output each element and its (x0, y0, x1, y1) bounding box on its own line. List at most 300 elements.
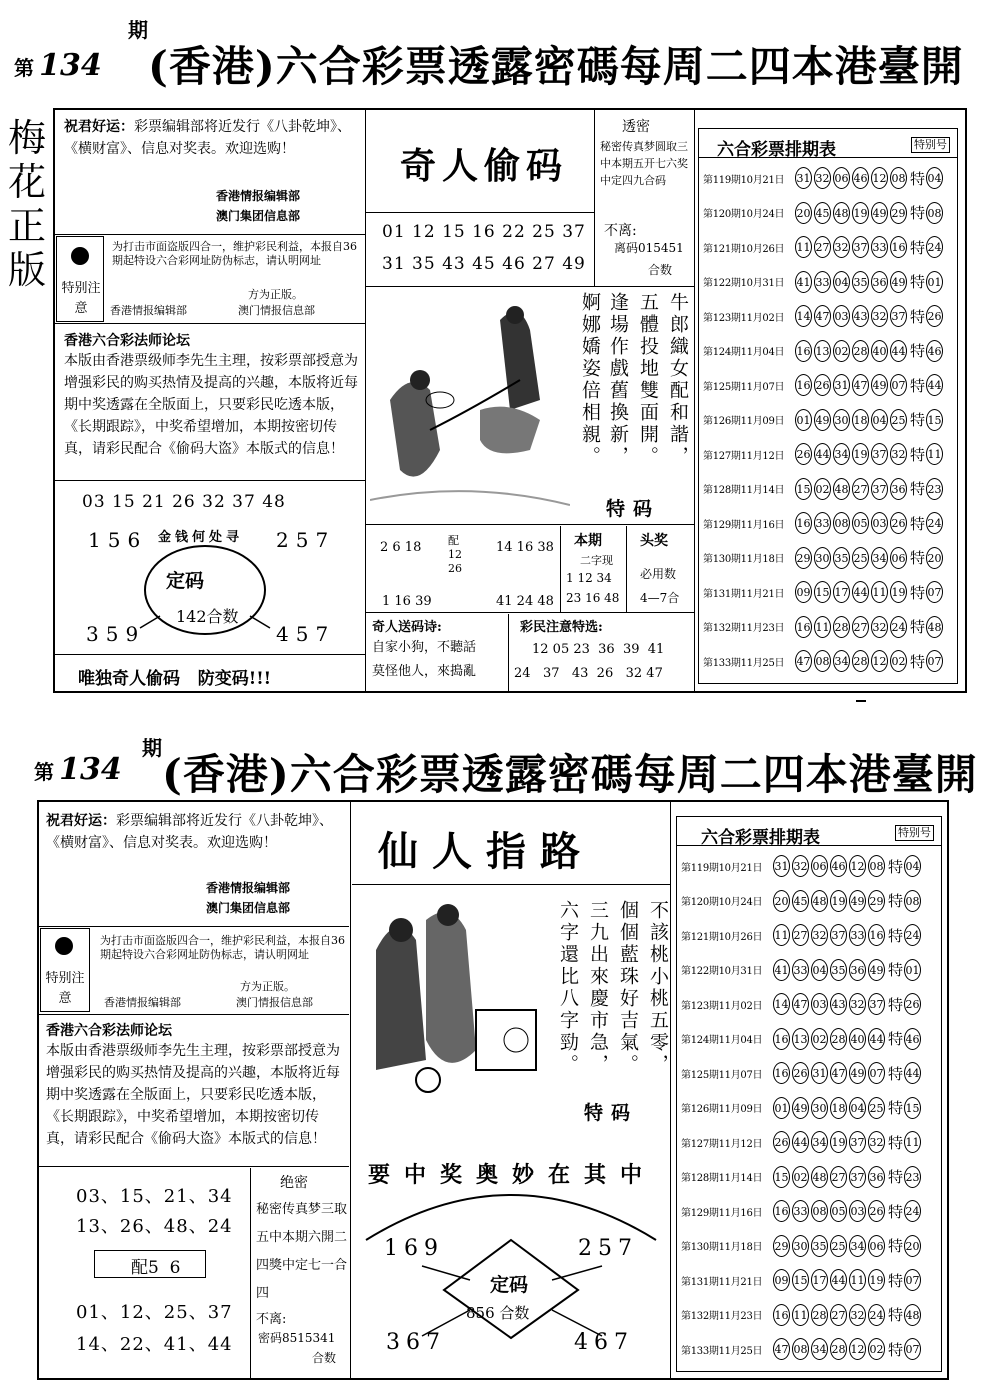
number-ball: 19 (890, 581, 907, 603)
heshu: 142合数 (176, 607, 239, 626)
nums-l2: 13、26、48、24 (76, 1216, 233, 1237)
benqi-sub: 二字现 (580, 554, 613, 567)
slogan: 唯独奇人偷码 防变码!!! (78, 669, 272, 689)
number-ball: 32 (811, 924, 828, 946)
number-ball: 49 (849, 1062, 866, 1084)
row-label: 第122期10月31日 (703, 278, 785, 289)
tou-title: 透密 (622, 119, 650, 135)
number-ball: 36 (871, 271, 888, 293)
special-ball: 26 (904, 993, 921, 1015)
issue-prefix: 第 (14, 56, 34, 80)
top-greeting (64, 116, 356, 160)
number-ball: 49 (890, 271, 907, 293)
number-ball: 28 (852, 650, 869, 672)
number-ball: 37 (849, 1131, 866, 1153)
number-ball: 08 (792, 1338, 809, 1360)
number-ball: 46 (830, 855, 847, 877)
corner-tl-2: 169 (384, 1236, 444, 1261)
te-label: 特 (888, 1340, 904, 1359)
dingma-label-2: 定码 (490, 1274, 529, 1296)
number-ball: 11 (795, 236, 812, 258)
special-ball: 20 (926, 547, 943, 569)
te-label: 特 (910, 204, 926, 222)
number-ball: 26 (792, 1062, 809, 1084)
number-ball: 49 (871, 202, 888, 224)
special-ball: 01 (904, 959, 921, 981)
number-ball: 47 (773, 1338, 790, 1360)
row-label: 第127期11月12日 (703, 450, 785, 462)
number-ball: 35 (852, 271, 869, 293)
schedule-row (703, 405, 945, 435)
row-label: 第119期10月21日 (681, 862, 763, 874)
number-ball: 31 (833, 374, 850, 396)
row-label: 第131期11月21日 (681, 1276, 763, 1288)
number-ball: 14 (773, 993, 790, 1015)
forum-text: 本版由香港票级师李先生主理，按彩票部授意为增强彩民的购买热情及提高的兴趣，本版将近每期中奖透露在全版面上，只要彩民吃透本版，《长期跟踪》，中奖希望增加，本期按密切传真，请彩民配合《偷码大盗》本版式的信息！ (64, 353, 358, 457)
number-ball: 17 (811, 1269, 828, 1291)
org-1: 香港情报编辑部 (216, 189, 301, 203)
number-ball: 34 (849, 1235, 866, 1257)
number-ball: 28 (852, 340, 869, 362)
number-ball: 34 (811, 1338, 828, 1360)
special-ball: 15 (904, 1097, 921, 1119)
te-label: 特 (888, 1133, 904, 1152)
row-label: 第119期10月21日 (703, 174, 785, 186)
number-ball: 25 (890, 409, 907, 431)
row-label: 第131期11月21日 (703, 588, 785, 600)
special-ball: 11 (904, 1131, 921, 1153)
te-label: 特 (910, 618, 926, 636)
number-ball: 03 (849, 1200, 866, 1222)
notice-org-1-b: 香港情报编辑部 (104, 996, 181, 1009)
number-ball: 36 (868, 1166, 885, 1188)
benqi-l1: 1 12 34 (566, 571, 612, 585)
heshu-2: 856 合数 (466, 1304, 530, 1322)
special-ball: 24 (904, 1200, 921, 1222)
schedule-row (681, 1231, 923, 1261)
tema-label-2: 特码 (584, 1102, 639, 1124)
special-ball: 24 (926, 512, 943, 534)
schedule-row (703, 336, 945, 366)
notice-text: 为打击市面盗版四合一，维护彩民利益，本报自36期起特设六合彩网址防伪标志，请认明网址 (112, 240, 357, 267)
te-label: 特 (910, 411, 926, 429)
number-ball: 28 (830, 1338, 847, 1360)
poem2-l1: 自家小狗，不聽話 (372, 640, 477, 655)
number-ball: 14 (795, 305, 812, 327)
special-ball: 24 (926, 236, 943, 258)
poem-line-3: 逢場作戲舊換新， (607, 292, 629, 468)
jm-title: 绝密 (280, 1175, 308, 1191)
corner-tl: 156 (88, 528, 148, 552)
number-ball: 37 (871, 478, 888, 500)
number-ball: 03 (811, 993, 828, 1015)
number-ball: 26 (814, 374, 831, 396)
number-ball: 33 (792, 959, 809, 981)
number-ball: 32 (849, 993, 866, 1015)
number-ball: 36 (890, 478, 907, 500)
number-ball: 27 (852, 478, 869, 500)
special-ball: 46 (904, 1028, 921, 1050)
top-headline: (香港)六合彩票透露密碼每周二四本港臺開 (148, 42, 964, 91)
issue-suffix-2: 期 (142, 736, 162, 760)
number-ball: 27 (814, 236, 831, 258)
number-ball: 04 (871, 409, 888, 431)
te-label: 特 (888, 1030, 904, 1048)
row-label: 第130期11月18日 (703, 554, 785, 565)
top-schedule (698, 128, 958, 684)
number-ball: 16 (795, 512, 812, 534)
number-ball: 16 (773, 1304, 790, 1326)
number-ball: 32 (890, 443, 907, 465)
number-ball: 16 (795, 374, 812, 396)
number-ball: 30 (814, 547, 831, 569)
number-ball: 26 (868, 1200, 885, 1222)
forum-text-2: 本版由香港票级师李先生主理，按彩票部授意为增强彩民的购买热情及提高的兴趣，本版将近每期中奖透露在全版面上，只要彩民吃透本版，《长期跟踪》，中奖希望增加，本期按密切传真，请彩民配合《偷码大盗》本版式的信息！ (46, 1043, 340, 1147)
row-label: 第120期10月24日 (681, 897, 763, 908)
number-ball: 12 (871, 167, 888, 189)
number-ball: 13 (814, 340, 831, 362)
number-ball: 43 (830, 993, 847, 1015)
schedule-row (681, 1334, 923, 1364)
number-ball: 49 (871, 374, 888, 396)
tou-text: 秘密传真梦圆取三中本期五开七六奖中定四九合码 (600, 140, 688, 187)
org-1-b: 香港情报编辑部 (206, 881, 291, 895)
schedule-row (703, 612, 945, 642)
te-label: 特 (910, 514, 926, 533)
number-ball: 48 (833, 478, 850, 500)
number-ball: 33 (792, 1200, 809, 1222)
number-ball: 05 (852, 512, 869, 534)
number-ball: 02 (792, 1166, 809, 1188)
te-label: 特 (888, 995, 904, 1014)
te-label: 特 (910, 307, 926, 326)
number-ball: 07 (868, 1062, 885, 1084)
number-ball: 32 (871, 616, 888, 638)
number-ball: 26 (795, 443, 812, 465)
number-ball: 19 (830, 1131, 847, 1153)
number-ball: 34 (833, 443, 850, 465)
row-label: 第125期11月07日 (681, 1069, 763, 1081)
number-ball: 49 (868, 959, 885, 981)
issue-prefix-2: 第 (34, 760, 54, 784)
schedule-row (681, 1300, 923, 1330)
row-label: 第129期11月16日 (681, 1207, 763, 1219)
number-ball: 27 (830, 1304, 847, 1326)
number-ball: 30 (792, 1235, 809, 1257)
nums-l3: 01、12、25、37 (76, 1302, 233, 1323)
number-ball: 34 (871, 547, 888, 569)
number-ball: 47 (814, 305, 831, 327)
number-ball: 04 (833, 271, 850, 293)
pei-box (94, 1250, 206, 1278)
arc-text: 要中奖奥妙在其中 (368, 1162, 657, 1188)
special-ball: 07 (926, 581, 943, 603)
number-ball: 32 (868, 1131, 885, 1153)
number-ball: 20 (773, 890, 790, 912)
dingma-label: 定码 (166, 570, 205, 592)
number-ball: 04 (849, 1097, 866, 1119)
number-ball: 41 (773, 959, 790, 981)
schedule-row (681, 989, 923, 1019)
schedule-row (681, 1127, 923, 1157)
numbers-row-2: 31 35 43 45 46 27 49 (382, 254, 586, 274)
schedule-row (681, 920, 923, 950)
number-ball: 16 (795, 616, 812, 638)
number-ball: 34 (833, 650, 850, 672)
schedule-row (703, 543, 945, 573)
benqi-l2: 23 16 48 (566, 591, 620, 605)
pei-right-bot: 41 24 48 (496, 594, 554, 609)
number-ball: 11 (773, 924, 790, 946)
number-ball: 16 (773, 1028, 790, 1050)
schedule-row (703, 439, 945, 469)
greeting-label-2: 祝君好运： (46, 813, 116, 829)
poem-b-2: 個個藍珠好吉氣。 (617, 900, 639, 1076)
jm-text: 秘密传真梦三取五中本期六開二四獎中定七一合四 (256, 1202, 348, 1301)
number-ball: 47 (852, 374, 869, 396)
notice-org-2-b: 澳门情报信息部 (236, 996, 313, 1009)
corner-tr-2: 257 (578, 1236, 638, 1261)
special-ball: 04 (926, 167, 943, 189)
row-label: 第123期11月02日 (703, 312, 785, 324)
drop-logo-icon-2 (55, 937, 73, 955)
te-label: 特 (910, 480, 926, 498)
te-label: 特 (888, 892, 904, 910)
number-ball: 28 (833, 616, 850, 638)
corner-br-2: 467 (574, 1330, 634, 1355)
number-ball: 02 (890, 650, 907, 672)
nums-l4: 14、22、41、44 (76, 1334, 233, 1355)
special-ball: 15 (926, 409, 943, 431)
special-ball: 44 (926, 374, 943, 396)
number-ball: 45 (814, 202, 831, 224)
row-label: 第124期11月04日 (703, 347, 785, 358)
number-ball: 49 (814, 409, 831, 431)
number-ball: 44 (792, 1131, 809, 1153)
row-label: 第132期11月23日 (681, 1311, 763, 1322)
te-label: 特 (888, 1271, 904, 1290)
row-label: 第133期11月25日 (703, 657, 785, 669)
bottom-greeting (46, 810, 338, 854)
row-label: 第123期11月02日 (681, 1000, 763, 1012)
schedule-row (681, 1196, 923, 1226)
corner-bl-2: 367 (386, 1330, 446, 1355)
schedule-row (703, 301, 945, 331)
number-ball: 37 (868, 993, 885, 1015)
pei: 配5 6 (131, 1258, 181, 1278)
number-ball: 05 (830, 1200, 847, 1222)
number-ball: 11 (814, 616, 831, 638)
special-ball: 26 (926, 305, 943, 327)
number-ball: 11 (792, 1304, 809, 1326)
number-ball: 25 (852, 547, 869, 569)
number-ball: 35 (830, 959, 847, 981)
number-ball: 01 (773, 1097, 790, 1119)
heshu-label-2: 合数 (312, 1351, 337, 1365)
number-ball: 04 (811, 959, 828, 981)
number-ball: 12 (871, 650, 888, 672)
special-ball: 07 (926, 650, 943, 672)
number-ball: 08 (814, 650, 831, 672)
row-label: 第125期11月07日 (703, 381, 785, 393)
greeting-text-2: 彩票编辑部将近发行《八卦乾坤》、《横财富》、信息对奖表。欢迎选购！ (46, 813, 333, 851)
panel-title: 奇人偷码 (400, 145, 569, 187)
number-ball: 32 (871, 305, 888, 327)
number-ball: 35 (833, 547, 850, 569)
te-label: 特 (910, 342, 926, 360)
row-label: 第127期11月12日 (681, 1138, 763, 1150)
row-label: 第128期11月14日 (681, 1173, 763, 1184)
number-ball: 47 (792, 993, 809, 1015)
number-ball: 28 (811, 1304, 828, 1326)
number-ball: 32 (833, 236, 850, 258)
number-ball: 08 (811, 1200, 828, 1222)
number-ball: 31 (773, 855, 790, 877)
te-label: 特 (910, 583, 926, 602)
number-ball: 18 (830, 1097, 847, 1119)
row-label: 第126期11月09日 (681, 1104, 763, 1115)
notice-label-2: 特别注意 (45, 971, 85, 1006)
warriors-illustration (370, 290, 570, 520)
drop-logo-icon (71, 247, 89, 265)
row-label: 第122期10月31日 (681, 966, 763, 977)
number-ball: 48 (811, 1166, 828, 1188)
poem-line-2: 五體投地雙面開。 (637, 292, 659, 468)
notice-org-1: 香港情报编辑部 (110, 304, 187, 317)
number-ball: 15 (795, 478, 812, 500)
number-ball: 44 (830, 1269, 847, 1291)
numbers-row-1: 01 12 15 16 22 25 37 (382, 222, 586, 242)
heshu-label: 合数 (648, 263, 673, 277)
number-ball: 26 (890, 512, 907, 534)
buli-2: 不离: (256, 1312, 287, 1327)
mima: 密码8515341 (258, 1331, 336, 1345)
special-l2: 24 37 43 26 32 47 (514, 666, 663, 681)
number-ball: 27 (852, 616, 869, 638)
row-label: 第128期11月14日 (703, 485, 785, 496)
special-tag: 特别号 (911, 137, 950, 153)
top-number-line: 03 15 21 26 32 37 48 (82, 492, 286, 512)
schedule-row (681, 1093, 923, 1123)
special-ball: 07 (904, 1269, 921, 1291)
special-title: 彩民注意特选: (520, 620, 603, 635)
row-label: 第129期11月16日 (703, 519, 785, 531)
number-ball: 19 (868, 1269, 885, 1291)
bottom-schedule (676, 816, 942, 1372)
number-ball: 37 (871, 443, 888, 465)
special-ball: 46 (926, 340, 943, 362)
number-ball: 09 (795, 581, 812, 603)
te-label: 特 (910, 376, 926, 395)
number-ball: 46 (852, 167, 869, 189)
number-ball: 30 (811, 1097, 828, 1119)
number-ball: 06 (890, 547, 907, 569)
number-ball: 31 (795, 167, 812, 189)
number-ball: 33 (814, 271, 831, 293)
row-label: 第120期10月24日 (703, 209, 785, 220)
number-ball: 16 (795, 340, 812, 362)
schedule-row (703, 508, 945, 538)
special-ball: 23 (926, 478, 943, 500)
number-ball: 16 (773, 1200, 790, 1222)
number-ball: 48 (811, 890, 828, 912)
panel-title-2: 仙人指路 (378, 828, 594, 875)
nums-l1: 03、15、21、34 (76, 1186, 233, 1207)
number-ball: 44 (868, 1028, 885, 1050)
special-ball: 04 (904, 855, 921, 877)
te-label: 特 (910, 238, 926, 257)
schedule-row (703, 232, 945, 262)
number-ball: 32 (792, 855, 809, 877)
benqi-title: 本期 (574, 533, 602, 549)
notice-org-2: 澳门情报信息部 (238, 304, 315, 317)
lima: 离码015451 (614, 241, 684, 255)
number-ball: 44 (890, 340, 907, 362)
schedule-row (703, 646, 945, 676)
notice-label: 特别注意 (61, 281, 101, 316)
row-label: 第124期11月04日 (681, 1035, 763, 1046)
number-ball: 33 (814, 512, 831, 534)
ring-text: 金钱何处寻 (158, 530, 244, 545)
number-ball: 24 (868, 1304, 885, 1326)
special-tag-2: 特别号 (895, 825, 934, 841)
org-2-b: 澳门集团信息部 (206, 901, 291, 915)
poem2-l2: 莫怪他人，來搗亂 (372, 664, 477, 679)
te-label: 特 (888, 1237, 904, 1255)
pei-right-top: 14 16 38 (496, 540, 554, 555)
special-ball: 44 (904, 1062, 921, 1084)
corner-bl: 359 (86, 622, 146, 646)
te-label: 特 (888, 961, 904, 979)
poem2-title: 奇人送码诗: (372, 620, 442, 635)
number-ball: 41 (795, 271, 812, 293)
number-ball: 11 (849, 1269, 866, 1291)
schedule-row (681, 955, 923, 985)
special-ball: 11 (926, 443, 943, 465)
schedule-row (681, 1024, 923, 1054)
row-label: 第126期11月09日 (703, 416, 785, 427)
number-ball: 33 (871, 236, 888, 258)
row-label: 第121期10月26日 (681, 931, 763, 943)
te-label: 特 (888, 1202, 904, 1221)
number-ball: 15 (773, 1166, 790, 1188)
number-ball: 32 (814, 167, 831, 189)
number-ball: 35 (811, 1235, 828, 1257)
special-l1: 12 05 23 36 39 41 (532, 642, 665, 657)
number-ball: 45 (792, 890, 809, 912)
number-ball: 12 (849, 1338, 866, 1360)
notice-tail-2: 方为正版。 (240, 980, 295, 993)
te-label: 特 (910, 273, 926, 291)
number-ball: 06 (868, 1235, 885, 1257)
te-label: 特 (888, 1099, 904, 1117)
special-ball: 07 (904, 1338, 921, 1360)
schedule-row (681, 1162, 923, 1192)
number-ball: 15 (792, 1269, 809, 1291)
special-ball: 23 (904, 1166, 921, 1188)
number-ball: 12 (849, 855, 866, 877)
corner-tr: 257 (276, 528, 336, 552)
number-ball: 07 (890, 374, 907, 396)
number-ball: 25 (868, 1097, 885, 1119)
schedule-row (681, 1058, 923, 1088)
special-ball: 01 (926, 271, 943, 293)
number-ball: 19 (852, 443, 869, 465)
forum-title: 香港六合彩法师论坛 (64, 333, 190, 349)
schedule-row (681, 1265, 923, 1295)
number-ball: 29 (868, 890, 885, 912)
number-ball: 47 (795, 650, 812, 672)
